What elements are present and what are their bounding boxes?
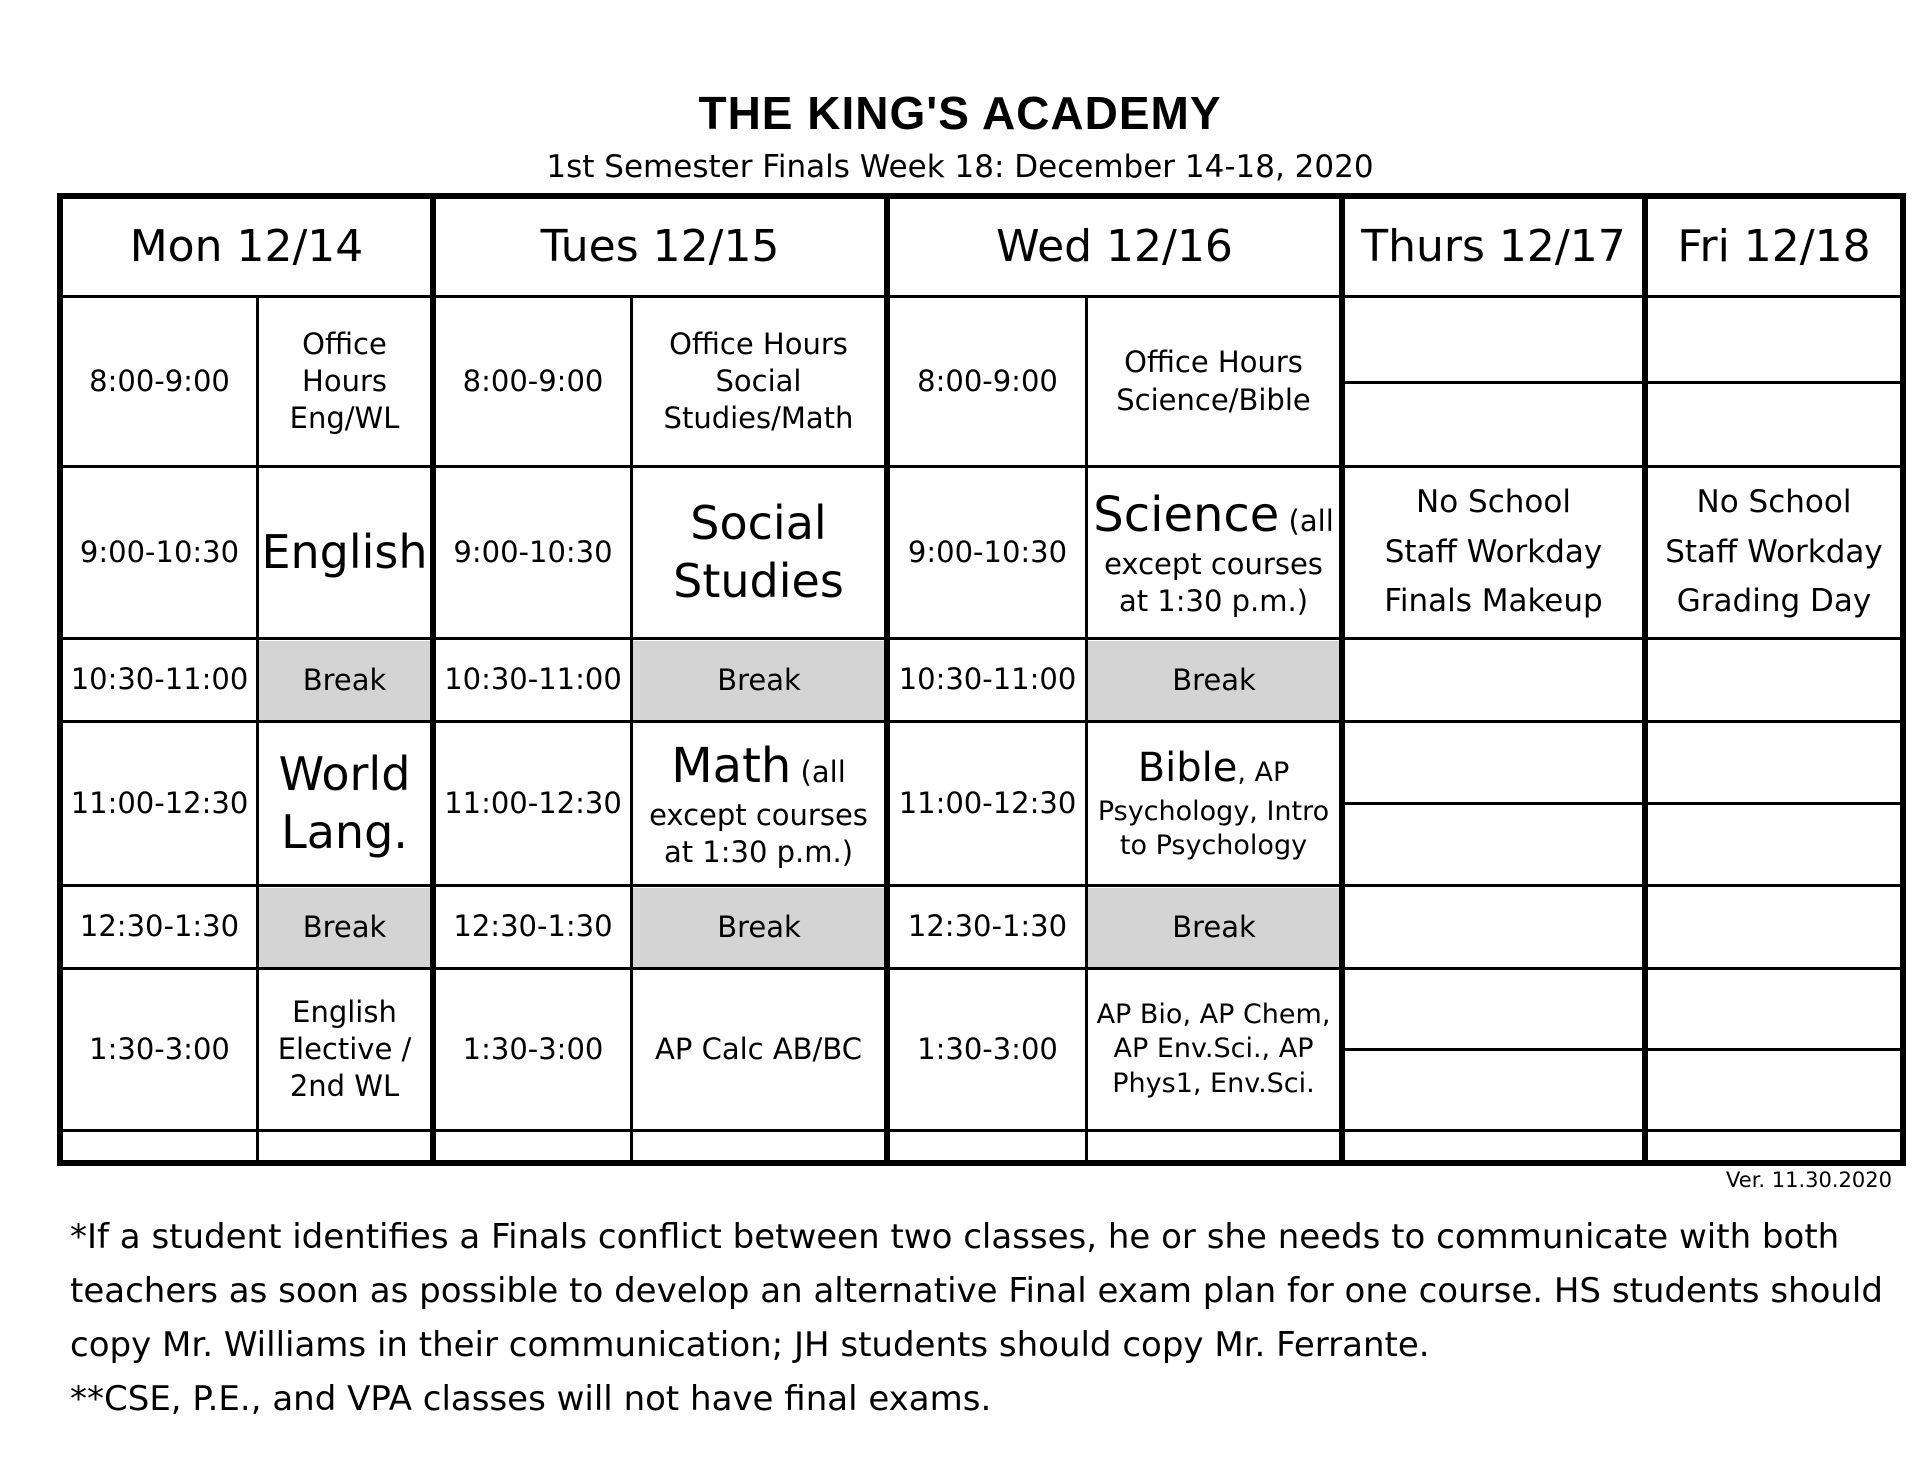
time-slot: 12:30-1:30 bbox=[907, 909, 1068, 944]
exam-cell: English Elective / 2nd WL bbox=[277, 994, 412, 1104]
version-label: Ver. 11.30.2020 bbox=[1726, 1168, 1892, 1192]
exam-cell bbox=[1088, 723, 1339, 884]
table-border-bottom bbox=[57, 1160, 1906, 1166]
exam-cell: English bbox=[261, 524, 428, 579]
time-slot: 11:00-12:30 bbox=[444, 785, 622, 820]
day-header-fri: Fri 12/18 bbox=[1677, 220, 1871, 272]
time-slot: 11:00-12:30 bbox=[70, 785, 249, 820]
time-slot: 12:30-1:30 bbox=[79, 909, 240, 944]
exam-cell: Office Hours Eng/WL bbox=[289, 326, 400, 436]
day-header-thu: Thurs 12/17 bbox=[1361, 220, 1626, 272]
time-slot: 1:30-3:00 bbox=[462, 1031, 604, 1066]
exam-note: except courses at 1:30 p.m.) bbox=[649, 798, 868, 870]
day-header-wed: Wed 12/16 bbox=[996, 220, 1233, 272]
exam-cell bbox=[1088, 468, 1339, 637]
no-school-cell: No School Staff Workday Grading Day bbox=[1665, 484, 1883, 620]
time-slot: 1:30-3:00 bbox=[917, 1031, 1058, 1066]
page-subtitle: 1st Semester Finals Week 18: December 14-18, 2020 bbox=[546, 149, 1374, 185]
footnotes bbox=[70, 1210, 1883, 1426]
exam-cell: Social Studies bbox=[673, 496, 844, 608]
time-slot: 1:30-3:00 bbox=[89, 1031, 230, 1066]
row-divider bbox=[1342, 802, 1903, 805]
exam-note: (all bbox=[791, 754, 846, 789]
exam-note: Psychology, Intro to Psychology bbox=[1097, 795, 1330, 862]
break-cell: Break bbox=[1087, 888, 1341, 968]
exam-note: except courses at 1:30 p.m.) bbox=[1104, 547, 1323, 619]
no-school-cell: No School Staff Workday Finals Makeup bbox=[1384, 484, 1603, 620]
day-divider bbox=[1339, 193, 1345, 1166]
exam-cell: Office Hours Social Studies/Math bbox=[663, 326, 854, 436]
day-header-mon: Mon 12/14 bbox=[129, 220, 364, 272]
time-slot: 10:30-11:00 bbox=[70, 662, 249, 697]
time-slot: 11:00-12:30 bbox=[898, 785, 1077, 820]
time-slot: 9:00-10:30 bbox=[79, 534, 240, 569]
footnote-line: **CSE, P.E., and VPA classes will not have final exams. bbox=[70, 1379, 992, 1419]
row-divider bbox=[1342, 381, 1903, 384]
exam-cell: AP Bio, AP Chem, AP Env.Sci., AP Phys1, Env.Sci. bbox=[1096, 998, 1331, 1099]
exam-note: (all bbox=[1279, 503, 1334, 538]
exam-note: , AP bbox=[1237, 757, 1290, 789]
day-divider bbox=[1642, 193, 1648, 1166]
exam-cell bbox=[633, 723, 884, 884]
time-slot: 10:30-11:00 bbox=[898, 662, 1077, 697]
footnote-line: *If a student identifies a Finals conflict between two classes, he or she needs to communicate with both bbox=[70, 1217, 1840, 1257]
table-border-right bbox=[1900, 193, 1906, 1166]
time-slot: 9:00-10:30 bbox=[453, 534, 613, 569]
day-header-tue: Tues 12/15 bbox=[540, 220, 780, 272]
break-cell: Break bbox=[257, 888, 432, 968]
time-slot: 8:00-9:00 bbox=[89, 363, 230, 398]
break-cell: Break bbox=[1087, 641, 1341, 721]
exam-subject: Bible bbox=[1137, 745, 1238, 792]
footnote-line: copy Mr. Williams in their communication; JH students should copy Mr. Ferrante. bbox=[70, 1325, 1430, 1365]
exam-cell: World Lang. bbox=[278, 747, 411, 859]
exam-cell: Office Hours Science/Bible bbox=[1116, 345, 1311, 417]
time-slot: 10:30-11:00 bbox=[444, 662, 622, 697]
time-slot: 8:00-9:00 bbox=[462, 363, 604, 398]
break-cell: Break bbox=[632, 888, 886, 968]
time-slot: 12:30-1:30 bbox=[453, 909, 613, 944]
exam-subject: Math bbox=[671, 737, 792, 794]
break-cell: Break bbox=[257, 641, 432, 721]
break-cell: Break bbox=[632, 641, 886, 721]
row-divider bbox=[57, 1129, 1906, 1132]
time-slot: 9:00-10:30 bbox=[907, 534, 1068, 569]
row-divider bbox=[1342, 1048, 1903, 1051]
exam-subject: Science bbox=[1093, 486, 1280, 543]
footnote-line: teachers as soon as possible to develop an alternative Final exam plan for one course. HS students should bbox=[70, 1271, 1883, 1311]
exam-cell: AP Calc AB/BC bbox=[655, 1031, 862, 1066]
time-slot: 8:00-9:00 bbox=[917, 363, 1058, 398]
page-title: THE KING'S ACADEMY bbox=[698, 87, 1222, 139]
